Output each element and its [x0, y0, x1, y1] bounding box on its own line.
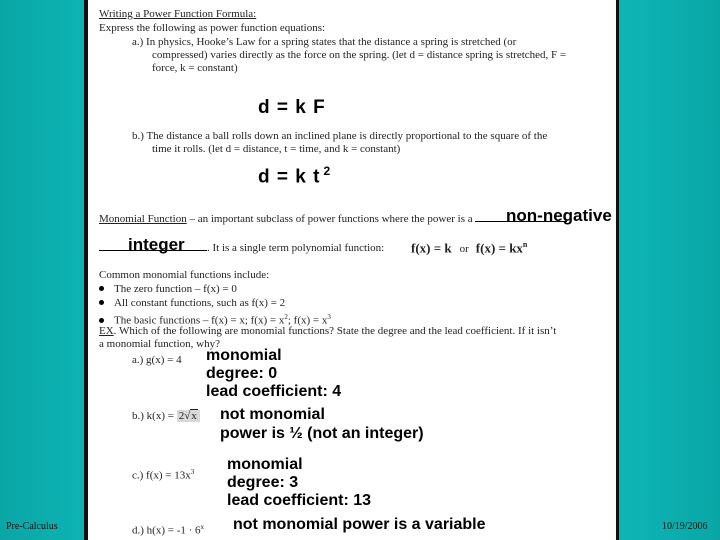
sqrt-icon: √	[184, 410, 191, 422]
bullet-text: The zero function – f(x) = 0	[114, 283, 237, 295]
intro-text: Express the following as power function equations:	[99, 22, 326, 34]
bullet-text: ; f(x) = x	[287, 314, 328, 327]
radical-coefficient: 2	[178, 410, 185, 422]
example-c-question	[132, 466, 194, 483]
blank-1-answer: non-negative	[506, 206, 612, 225]
bullet-text: All constant functions, such as f(x) = 2	[114, 297, 286, 309]
ex-label: EX	[99, 325, 114, 337]
monomial-definition-line1	[99, 211, 567, 226]
exponent: x	[200, 523, 205, 531]
question-text: c.) f(x) = 13x	[132, 469, 191, 482]
answer-b-exponent: 2	[323, 164, 332, 178]
problem-a-line3: force, k = constant)	[152, 62, 238, 74]
answer-a: d = k F	[258, 97, 326, 118]
example-prompt-line1	[99, 325, 556, 338]
definition-text: – an important subclass of power functions where the power is a	[186, 213, 476, 225]
problem-b-line2: time it rolls. (let d = distance, t = time, and k = constant)	[152, 143, 401, 155]
bullet-item	[99, 283, 237, 296]
monomial-term: Monomial Function	[99, 213, 187, 225]
answer-line: degree: 0	[206, 365, 278, 382]
bullet-item	[99, 297, 285, 310]
example-d-question	[132, 521, 204, 538]
example-a-answer	[206, 347, 341, 401]
answer-line: degree: 3	[227, 474, 299, 491]
form-constant: f(x) = k	[411, 240, 452, 256]
answer-line: lead coefficient: 13	[227, 492, 372, 509]
example-a-question: a.) g(x) = 4	[132, 354, 182, 366]
radical-expression	[177, 410, 200, 422]
answer-line: not monomial	[220, 406, 325, 423]
footer-course-label: Pre-Calculus	[6, 521, 58, 532]
common-functions-heading: Common monomial functions include:	[99, 269, 270, 281]
definition-text-2: . It is a single term polynomial function:	[207, 242, 385, 254]
example-d-answer: not monomial power is a variable	[233, 516, 486, 533]
monomial-forms	[411, 238, 527, 256]
answer-b	[258, 164, 331, 188]
question-text: d.) h(x) = -1 · 6	[132, 524, 201, 537]
bullet-text: The basic functions – f(x) = x; f(x) = x	[114, 314, 285, 327]
question-text: b.) k(x) =	[132, 410, 177, 422]
bullet-dot-icon	[99, 318, 104, 323]
example-b-question	[132, 410, 200, 423]
answer-b-base: d = k t	[258, 166, 321, 188]
example-prompt-text: . Which of the following are monomial functions? State the degree and the lead coefficient. If it isn’t	[113, 325, 557, 337]
bullet-dot-icon	[99, 286, 104, 291]
answer-line: monomial	[227, 456, 303, 473]
blank-2-answer: integer	[128, 235, 185, 254]
example-b-answer	[220, 405, 424, 443]
problem-b-line1: b.) The distance a ball rolls down an inclined plane is directly proportional to the square of the	[132, 130, 548, 142]
footer-date: 10/19/2006	[662, 521, 708, 532]
radicand: x	[191, 410, 197, 422]
form-power-exponent: n	[522, 240, 528, 249]
bullet-exponent: 2	[284, 313, 288, 321]
problem-a-line2: compressed) varies directly as the force on the spring. (let d = distance spring is stretched, F =	[152, 49, 567, 61]
example-c-answer	[227, 456, 371, 510]
answer-line: power is ½ (not an integer)	[220, 425, 424, 442]
answer-line: monomial	[206, 347, 282, 364]
answer-line: lead coefficient: 4	[206, 383, 342, 400]
problem-a-line1: a.) In physics, Hooke’s Law for a spring states that the distance a spring is stretched (or	[132, 36, 517, 48]
section-title: Writing a Power Function Formula:	[99, 8, 257, 20]
exponent: 3	[190, 468, 195, 476]
or-text: or	[459, 243, 469, 256]
bullet-dot-icon	[99, 300, 104, 305]
example-prompt-line2: a monomial function, why?	[99, 338, 220, 350]
form-power: f(x) = kx	[475, 240, 523, 256]
bullet-exponent: 3	[327, 313, 331, 321]
worksheet-page	[88, 0, 616, 540]
